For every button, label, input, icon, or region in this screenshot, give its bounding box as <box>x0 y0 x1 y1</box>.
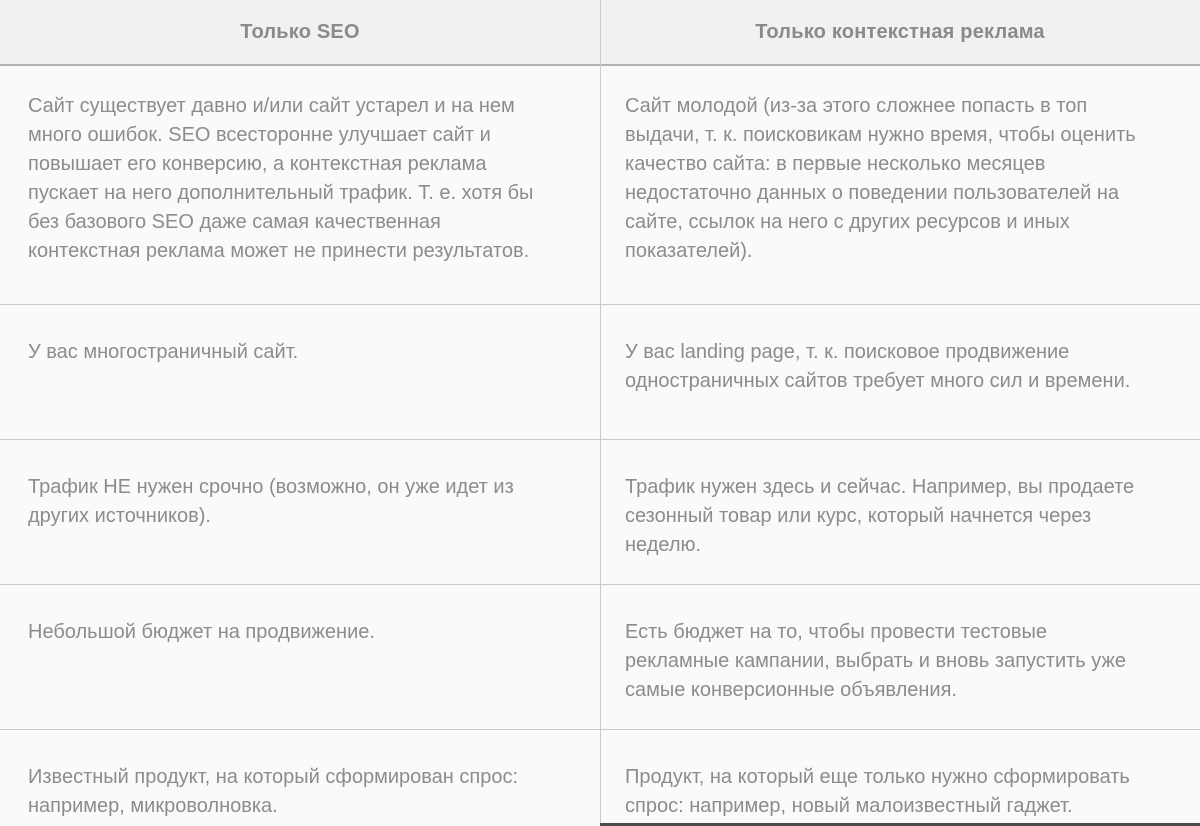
context-cell: У вас landing page, т. к. поисковое продвижение одностраничных сайтов требует много сил и времени. <box>625 341 1131 392</box>
header-cell-seo: Только SEO <box>240 20 360 43</box>
context-cell: Трафик нужен здесь и сейчас. Например, вы продаете сезонный товар или курс, который начнется через неделю. <box>625 476 1135 556</box>
context-cell: Сайт молодой (из-за этого сложнее попасть в топ выдачи, т. к. поисковикам нужно время, чтобы оценить качество сайта: в первые несколько месяцев недостаточно данных о поведении пользователей на сайте, ссылок на него с других ресурсов и иных показателей). <box>625 95 1136 262</box>
seo-cell: Известный продукт, на который сформирован спрос: например, микроволновка. <box>28 766 519 817</box>
header-cell-context: Только контекстная реклама <box>755 20 1045 43</box>
seo-cell: У вас многостраничный сайт. <box>28 341 299 363</box>
column-divider <box>600 0 601 826</box>
context-cell: Есть бюджет на то, чтобы провести тестовые рекламные кампании, выбрать и вновь запустить уже самые конверсионные объявления. <box>625 621 1126 701</box>
context-cell: Продукт, на который еще только нужно сформировать спрос: например, новый малоизвестный гаджет. <box>625 766 1130 817</box>
seo-cell: Трафик НЕ нужен срочно (возможно, он уже идет из других источников). <box>28 476 514 527</box>
seo-cell: Небольшой бюджет на продвижение. <box>28 621 375 643</box>
seo-cell: Сайт существует давно и/или сайт устарел и на нем много ошибок. SEO всесторонне улучшает сайт и повышает его конверсию, а контекстная реклама пускает на него дополнительный трафик. Т. е. хотя бы без базового SEO даже самая качественная контекстная реклама может не принести результатов. <box>28 95 534 262</box>
